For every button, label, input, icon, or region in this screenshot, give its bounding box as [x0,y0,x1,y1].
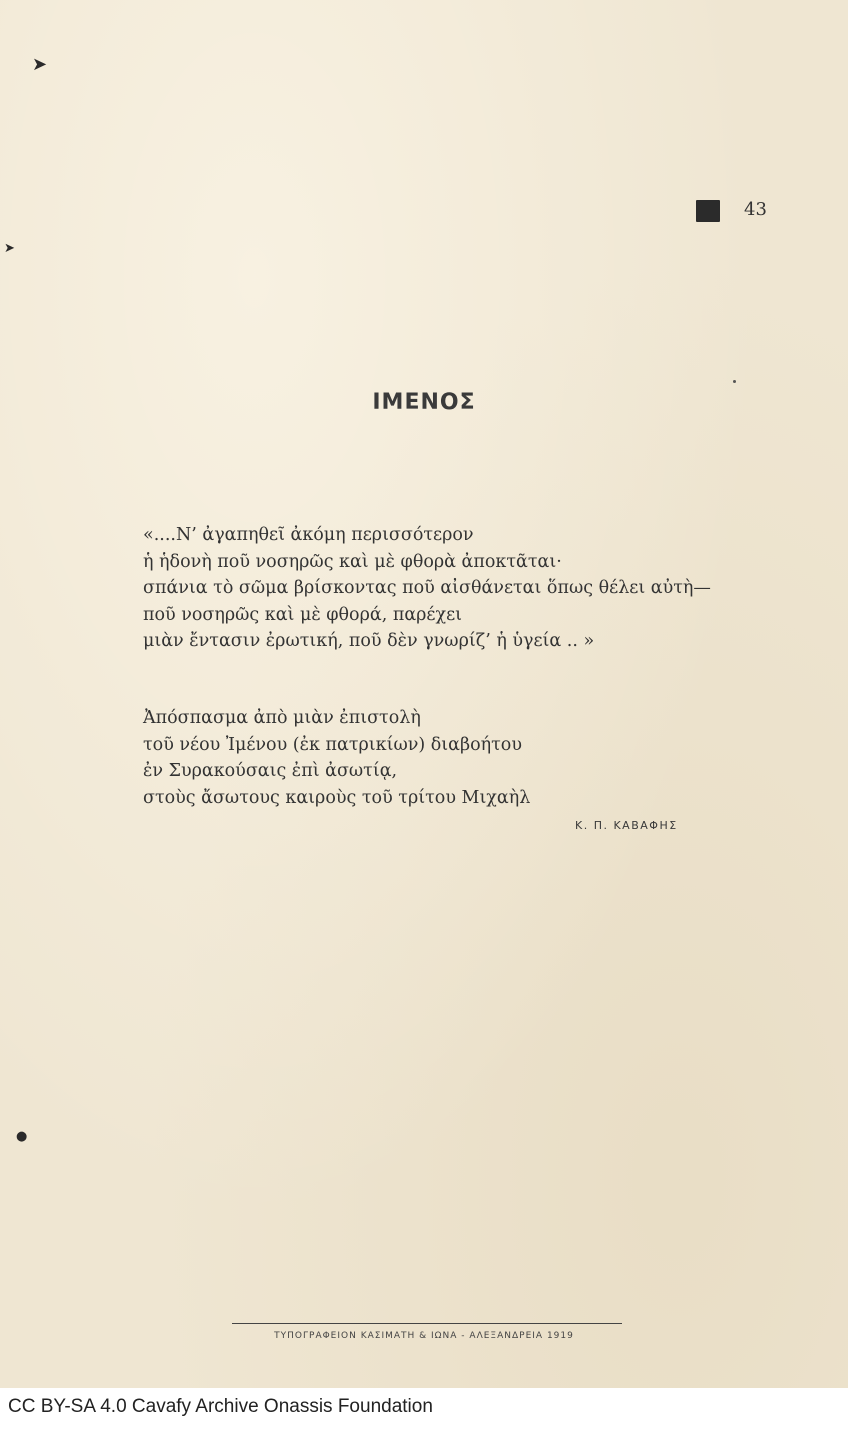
page-number-stamp [696,200,720,222]
ink-speck [733,380,736,383]
author-signature: Κ. Π. ΚΑΒΑΦΗΣ [575,819,678,832]
poem-line: στοὺς ἄσωτους καιροὺς τοῦ τρίτου Μιχαὴλ [143,787,531,808]
poem-line: μιὰν ἔντασιν ἐρωτική, ποῦ δὲν γνωρίζ’ ἡ ὑγεία .. » [143,631,595,651]
poem-line: τοῦ νέου Ἰμένου (ἐκ πατρικίων) διαβοήτου [143,734,522,755]
margin-pen-mark: ➤ [32,54,48,75]
printer-rule [232,1323,622,1324]
poem-line: σπάνια τὸ σῶμα βρίσκοντας ποῦ αἰσθάνεται ὅπως θέλει αὐτὴ— [143,578,711,598]
margin-pen-mark: ➤ [4,241,15,256]
poem-stanza-2 [143,705,530,811]
poem-line: Ἀπόσπασμα ἀπὸ μιὰν ἐπιστολὴ [143,708,421,728]
printer-imprint: ΤΥΠΟΓΡΑΦΕΙΟΝ ΚΑΣΙΜΑΤΗ & ΙΩΝΑ - ΑΛΕΞΑΝΔΡΕΙΑ 1919 [274,1331,574,1341]
poem-line: ποῦ νοσηρῶς καὶ μὲ φθορά, παρέχει [143,604,463,625]
poem-line: ἐν Συρακούσαις ἐπὶ ἀσωτίᾳ, [143,761,398,781]
page-number: 43 [744,199,767,220]
margin-pen-mark: ● [16,1129,28,1144]
poem-line: «....Ν’ ἀγαπηθεῖ ἀκόμη περισσότερον [143,525,474,545]
license-credit: CC BY-SA 4.0 Cavafy Archive Onassis Foundation [8,1396,433,1417]
poem-title: ΙΜΕΝΟΣ [372,390,476,415]
poem-line: ἡ ἡδονὴ ποῦ νοσηρῶς καὶ μὲ φθορὰ ἀποκτᾶται· [143,551,562,572]
poem-stanza-1 [143,522,711,655]
